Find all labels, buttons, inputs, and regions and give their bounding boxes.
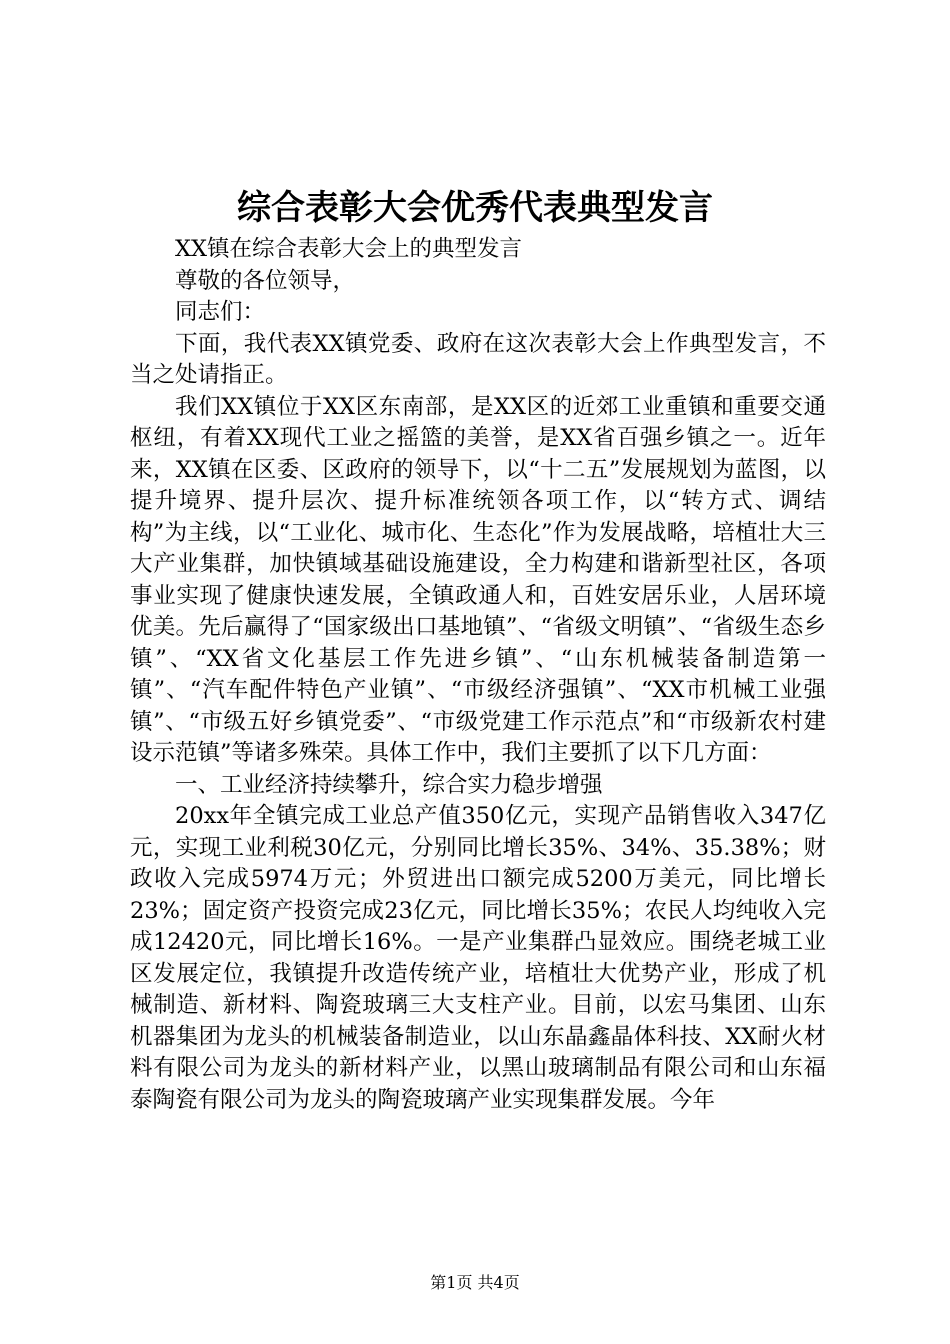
- paragraph-intro: 下面，我代表XX镇党委、政府在这次表彰大会上作典型发言，不当之处请指正。: [130, 330, 826, 388]
- document-body: [130, 234, 826, 1116]
- paragraph-greeting: 同志们：: [175, 299, 266, 325]
- paragraph-economy: 20xx年全镇完成工业总产值350亿元，实现产品销售收入347亿元，实现工业利税30亿元，分别同比增长35%、34%、35.38%；财政收入完成5974万元；外贸进出口额完成5200万美元，同比增长23%；固定资产投资完成23亿元，同比增长35%；农民人均纯收入完成12420元，同比增长16%。一是产业集群凸显效应。围绕老城工业区发展定位，我镇提升改造传统产业，培植壮大优势产业，形成了机械制造、新材料、陶瓷玻璃三大支柱产业。目前，以宏马集团、山东机器集团为龙头的机械装备制造业，以山东晶鑫晶体科技、XX耐火材料有限公司为龙头的新材料产业，以黑山玻璃制品有限公司和山东福泰陶瓷有限公司为龙头的陶瓷玻璃产业实现集群发展。今年: [130, 803, 826, 1113]
- paragraph-overview: 我们XX镇位于XX区东南部，是XX区的近郊工业重镇和重要交通枢纽，有着XX现代工业之摇篮的美誉，是XX省百强乡镇之一。近年来，XX镇在区委、区政府的领导下，以“十二五”发展规划为蓝图，以提升境界、提升层次、提升标准统领各项工作，以“转方式、调结构”为主线，以“工业化、城市化、生态化”作为发展战略，培植壮大三大产业集群，加快镇域基础设施建设，全力构建和谐新型社区，各项事业实现了健康快速发展，全镇政通人和，百姓安居乐业，人居环境优美。先后赢得了“国家级出口基地镇”、“省级文明镇”、“省级生态乡镇”、“XX省文化基层工作先进乡镇”、“山东机械装备制造第一镇”、“汽车配件特色产业镇”、“市级经济强镇”、“XX市机械工业强镇”、“市级五好乡镇党委”、“市级党建工作示范点”和“市级新农村建设示范镇”等诸多殊荣。具体工作中，我们主要抓了以下几方面：: [130, 393, 826, 766]
- paragraph-subtitle: XX镇在综合表彰大会上的典型发言: [175, 236, 523, 262]
- section-heading-1: 一、工业经济持续攀升，综合实力稳步增强: [175, 771, 603, 798]
- document-title: 综合表彰大会优秀代表典型发言: [237, 188, 713, 228]
- page-footer: 第1页 共4页: [430, 1273, 520, 1292]
- paragraph-salutation: 尊敬的各位领导，: [175, 267, 356, 294]
